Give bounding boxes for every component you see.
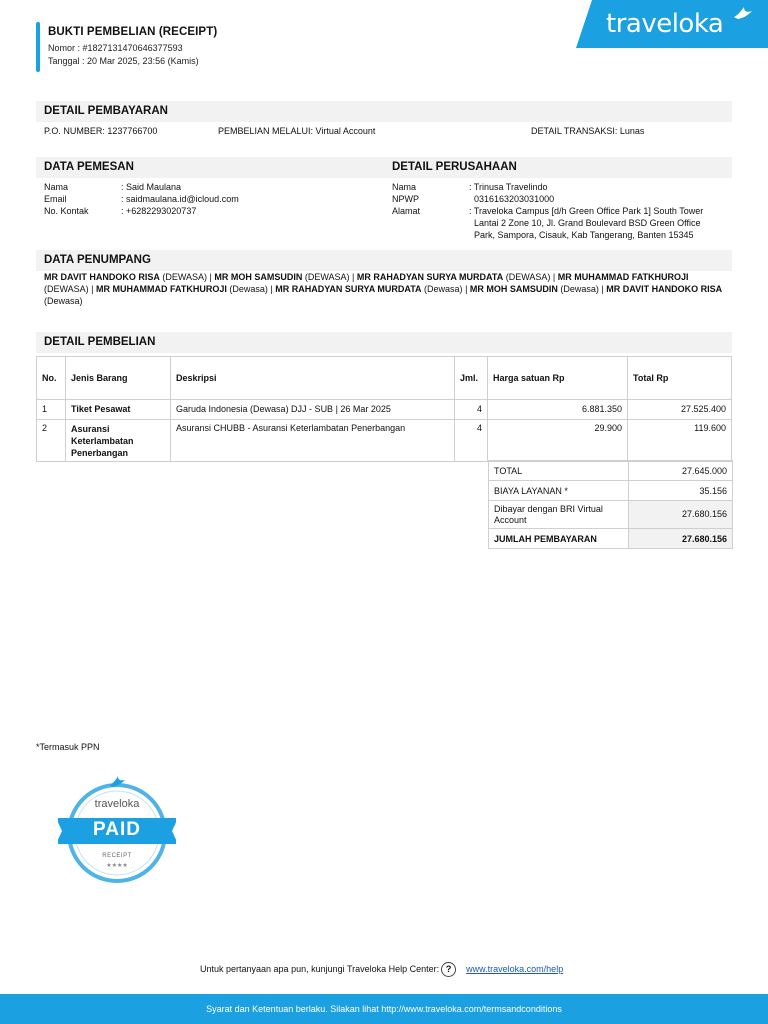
passenger-list: MR DAVIT HANDOKO RISA (DEWASA) | MR MOH SAMSUDIN (DEWASA) | MR RAHADYAN SURYA MURDATA (DEWASA) | MR MUHAMMAD FATKHUROJI (DEWASA) | MR MUHAMMAD FATKHUROJI (Dewasa) | MR RAHADYAN SURYA MURDATA (Dewasa) | MR MOH SAMSUDIN (Dewasa) | MR DAVIT HANDOKO RISA (Dewasa) [44,272,723,306]
summary-fee-label: BIAYA LAYANAN * [489,481,629,501]
row1-jml: 4 [455,400,488,420]
company-name-label: Nama [392,182,417,192]
summary-row-paid [489,501,733,529]
passenger-item: MR RAHADYAN SURYA MURDATA (Dewasa) [275,284,463,294]
col-no: No. [37,357,66,400]
table-row [37,400,732,420]
pemesan-email-value: : saidmaulana.id@icloud.com [121,194,239,204]
help-center-line [200,962,563,977]
pemesan-name-value: : Said Maulana [121,182,182,192]
row1-no: 1 [37,400,66,420]
passenger-item: MR MOH SAMSUDIN (Dewasa) [469,284,599,294]
summary-row-total [489,461,733,481]
row1-total: 27.525.400 [628,400,732,420]
pemesan-contact-label: No. Kontak [44,206,89,216]
footer-terms: Syarat dan Ketentuan berlaku. Silakan lihat http://www.traveloka.com/termsandconditions [0,994,768,1024]
detail-perusahaan-heading: DETAIL PERUSAHAAN [392,161,517,173]
stamp-paid-label: PAID [93,819,141,840]
company-name-value: : Trinusa Travelindo [469,182,548,192]
bird-icon [732,5,754,25]
paid-stamp [58,775,176,885]
row2-jenis: Asuransi Keterlambatan Penerbangan [66,420,171,462]
passenger-item: MR RAHADYAN SURYA MURDATA (DEWASA) [356,272,551,282]
detail-pembelian-heading: DETAIL PEMBELIAN [36,332,732,353]
row2-jml: 4 [455,420,488,462]
col-jenis: Jenis Barang [66,357,171,400]
passenger-name: MR RAHADYAN SURYA MURDATA [356,272,504,282]
header-accent-bar [36,22,40,72]
pemesan-name-label: Nama [44,182,69,192]
row1-deskripsi: Garuda Indonesia (Dewasa) DJJ - SUB | 26 Mar 2025 [171,400,455,420]
passenger-name: MR MOH SAMSUDIN [214,272,303,282]
stamp-stars-icon: ★★★★ [106,863,128,869]
company-npwp-value: 0316163203031000 [474,194,555,204]
passenger-item: MR MOH SAMSUDIN (DEWASA) [214,272,350,282]
summary-total-value: 27.645.000 [629,461,733,481]
passenger-item: MR MUHAMMAD FATKHUROJI (Dewasa) [96,284,268,294]
items-header-row [37,357,732,400]
company-address-label: Alamat [392,206,421,216]
company-address-line2: Lantai 2 Zone 10, Jl. Grand Boulevard BSD Green Office [474,218,701,228]
company-address-value: : Traveloka Campus [d/h Green Office Park 1] South Tower [469,206,704,216]
ppn-note: *Termasuk PPN [36,742,100,752]
passenger-name: MR DAVIT HANDOKO RISA [44,272,160,282]
passenger-item: MR DAVIT HANDOKO RISA (DEWASA) [44,272,208,282]
col-jml: Jml. [455,357,488,400]
help-link[interactable]: www.traveloka.com/help [466,963,564,974]
passenger-name: MR DAVIT HANDOKO RISA [606,284,723,294]
items-table [36,356,732,462]
summary-row-fee [489,481,733,501]
help-icon[interactable]: ? [441,962,456,977]
transaction-status: DETAIL TRANSAKSI: Lunas [531,126,645,136]
stamp-brand: traveloka [94,798,140,810]
pemesan-contact-value: : +6282293020737 [121,206,197,216]
passenger-item: MR DAVIT HANDOKO RISA (Dewasa) [44,284,723,306]
summary-total-label: TOTAL [489,461,629,481]
passenger-name: MR MOH SAMSUDIN [469,284,558,294]
passenger-name: MR RAHADYAN SURYA MURDATA [275,284,422,294]
row1-harga: 6.881.350 [488,400,628,420]
summary-paid-value: 27.680.156 [629,501,733,529]
purchase-method: PEMBELIAN MELALUI: Virtual Account [218,126,376,136]
pemesan-email-label: Email [44,194,67,204]
row2-no: 2 [37,420,66,462]
col-harga: Harga satuan Rp [488,357,628,400]
company-npwp-label: NPWP [392,194,419,204]
passenger-name: MR MUHAMMAD FATKHUROJI [557,272,689,282]
receipt-number: Nomor : #1827131470646377593 [48,43,183,53]
traveloka-logo [576,0,768,48]
col-total: Total Rp [628,357,732,400]
company-address-line3: Park, Sampora, Cisauk, Kab Tangerang, Banten 15345 [474,230,694,240]
passenger-item: MR MUHAMMAD FATKHUROJI (DEWASA) [44,272,689,294]
passenger-name: MR MUHAMMAD FATKHUROJI [96,284,227,294]
col-deskripsi: Deskripsi [171,357,455,400]
data-header-row [36,157,732,178]
help-text: Untuk pertanyaan apa pun, kunjungi Traveloka Help Center: [200,963,440,974]
row2-harga: 29.900 [488,420,628,462]
summary-row-grand [489,529,733,549]
table-row [37,420,732,462]
stamp-receipt-label: RECEIPT [102,853,132,859]
summary-fee-value: 35.156 [629,481,733,501]
summary-grand-label: JUMLAH PEMBAYARAN [489,529,629,549]
detail-pembayaran-heading: DETAIL PEMBAYARAN [36,101,732,122]
summary-paid-label: Dibayar dengan BRI Virtual Account [489,501,629,529]
summary-table [488,460,733,549]
po-number: P.O. NUMBER: 1237766700 [44,126,158,136]
row1-jenis: Tiket Pesawat [66,400,171,420]
receipt-date: Tanggal : 20 Mar 2025, 23:56 (Kamis) [48,56,199,66]
summary-grand-value: 27.680.156 [629,529,733,549]
data-pemesan-heading: DATA PEMESAN [44,161,134,173]
logo-wordmark: traveloka [606,9,724,39]
data-penumpang-heading: DATA PENUMPANG [36,250,732,271]
receipt-title: BUKTI PEMBELIAN (RECEIPT) [48,26,218,38]
row2-total: 119.600 [628,420,732,462]
row2-deskripsi: Asuransi CHUBB - Asuransi Keterlambatan Penerbangan [171,420,455,462]
